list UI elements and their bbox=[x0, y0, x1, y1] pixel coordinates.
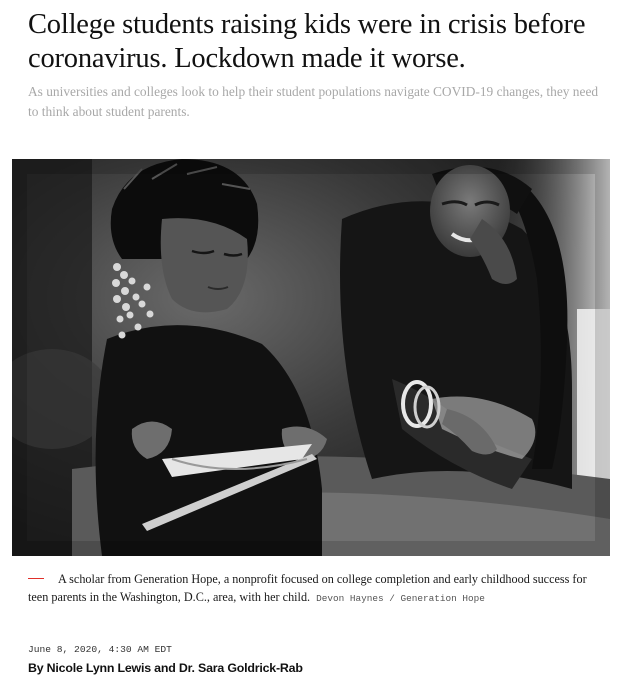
byline: By Nicole Lynn Lewis and Dr. Sara Goldrick-Rab bbox=[28, 661, 303, 675]
headline: College students raising kids were in crisis before coronavirus. Lockdown made it worse. bbox=[28, 9, 586, 74]
hero-photo bbox=[12, 159, 610, 556]
publish-date: June 8, 2020, 4:30 AM EDT bbox=[28, 644, 172, 655]
article-dek: As universities and colleges look to help their student populations navigate COVID-19 changes, they need to think about student parents. bbox=[28, 84, 599, 119]
caption-accent-dash bbox=[28, 578, 44, 579]
photo-credit: Devon Haynes / Generation Hope bbox=[316, 593, 485, 604]
caption-text: A scholar from Generation Hope, a nonprofit focused on college completion and early childhood success for teen parents in the Washington, D.C., area, with her child. bbox=[28, 572, 587, 604]
hero-photo-illustration bbox=[12, 159, 610, 556]
photo-caption bbox=[28, 570, 608, 608]
